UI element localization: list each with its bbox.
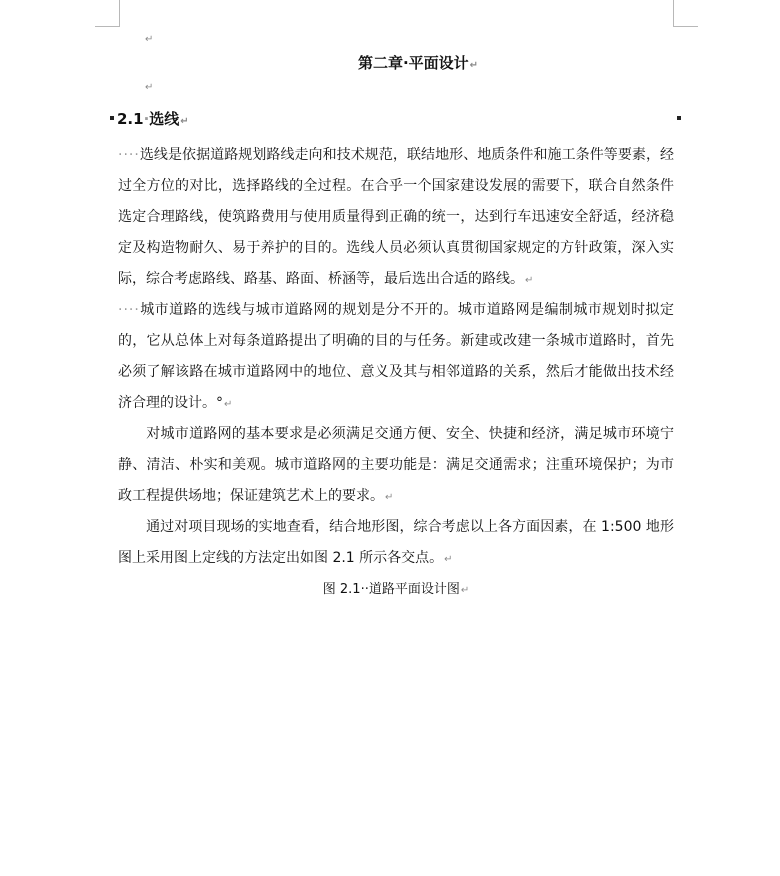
section-heading[interactable]: 2.1·选线↵ [110,108,189,129]
empty-paragraph-mark: ↵ [145,82,154,93]
paragraph-mark: ↵ [460,585,470,596]
paragraph-mark: ↵ [180,116,189,127]
body-paragraph[interactable] [118,295,674,420]
paragraph-mark: ↵ [444,554,453,565]
top-left-margin-corner [95,0,120,27]
paragraph-text: 通过对项目现场的实地查看，结合地形图，综合考虑以上各方面因素，在 1:500 地形图上采用图上定线的方法定出如图 2.1 所示各交点。 [118,519,674,566]
indent-leader: ···· [118,147,140,163]
anchor-marker-icon [677,116,681,120]
paragraph-mark: ↵ [385,492,394,503]
figure-caption-text: 图 2.1··道路平面设计图 [322,582,460,597]
paragraph-text: 对城市道路网的基本要求是必须满足交通方便、安全、快捷和经济，满足城市环境宁静、清洁、朴实和美观。城市道路网的主要功能是：满足交通需求；注重环境保护；为市政工程提供场地；保证建筑艺术上的要求。 [118,426,674,504]
top-right-margin-corner [673,0,698,27]
section-title: 选线 [149,110,180,128]
body-paragraph[interactable] [118,512,674,575]
paragraph-mark: ↵ [525,275,534,286]
paragraph-text: 城市道路的选线与城市道路网的规划是分不开的。城市道路网是编制城市规划时拟定的，它从总体上对每条道路提出了明确的目的与任务。新建或改建一条城市道路时，首先必须了解该路在城市道路网中的地位、意义及其与相邻道路的关系，然后才能做出技术经济合理的设计。° [118,302,674,411]
paragraph-mark: ↵ [224,399,233,410]
body-paragraph[interactable] [118,140,674,296]
paragraph-text: 选线是依据道路规划路线走向和技术规范，联结地形、地质条件和施工条件等要素，经过全方位的对比，选择路线的全过程。在合乎一个国家建设发展的需要下，联合自然条件选定合理路线，使筑路费用与使用质量得到正确的统一，达到行车迅速安全舒适，经济稳定及构造物耐久、易于养护的目的。选线人员必须认真贯彻国家规定的方针政策，深入实际，综合考虑路线、路基、路面、桥涵等，最后选出合适的路线。 [118,147,674,287]
body-paragraph[interactable] [118,419,674,513]
empty-paragraph-mark: ↵ [145,34,154,45]
chapter-title-text: 第二章·平面设计 [357,54,469,72]
figure-caption[interactable] [118,578,674,597]
section-number: 2.1 [117,110,144,128]
paragraph-mark: ↵ [469,60,479,71]
heading-bullet-icon [110,116,114,120]
indent-leader: ···· [118,302,140,318]
chapter-title[interactable] [118,52,718,73]
